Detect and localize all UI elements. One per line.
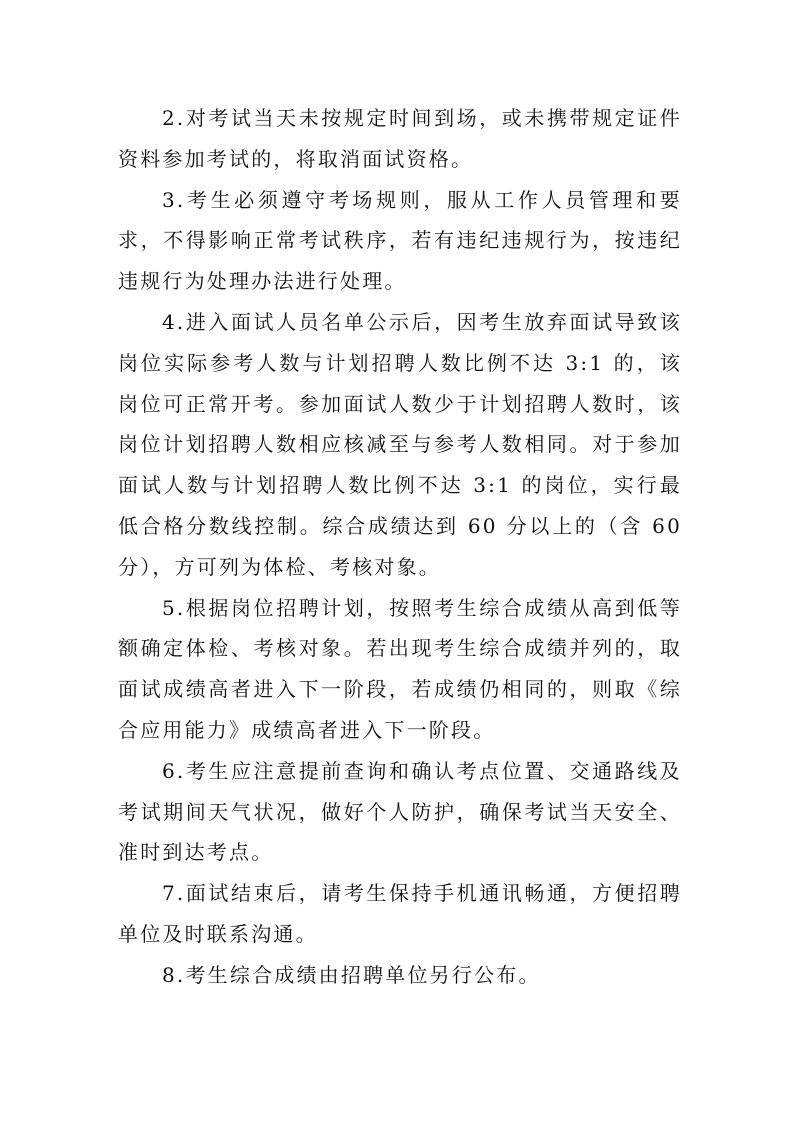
paragraph-item-2: 2.对考试当天未按规定时间到场，或未携带规定证件资料参加考试的，将取消面试资格。 xyxy=(118,106,682,171)
paragraph-item-6: 6.考生应注意提前查询和确认考点位置、交通路线及考试期间天气状况，做好个人防护，确保考试当天安全、准时到达考点。 xyxy=(118,758,682,865)
paragraph-item-8: 8.考生综合成绩由招聘单位另行公布。 xyxy=(162,962,541,987)
paragraph-item-3: 3.考生必须遵守考场规则，服从工作人员管理和要求，不得影响正常考试秩序，若有违纪违规行为，按违纪违规行为处理办法进行处理。 xyxy=(118,187,682,294)
paragraph-item-5: 5.根据岗位招聘计划，按照考生综合成绩从高到低等额确定体检、考核对象。若出现考生综合成绩并列的，取面试成绩高者进入下一阶段，若成绩仍相同的，则取《综合应用能力》成绩高者进入下一阶段。 xyxy=(118,595,682,742)
paragraph-item-7: 7.面试结束后，请考生保持手机通讯畅通，方便招聘单位及时联系沟通。 xyxy=(118,881,682,946)
paragraph-item-4: 4.进入面试人员名单公示后，因考生放弃面试导致该岗位实际参考人数与计划招聘人数比例不达 3:1 的，该岗位可正常开考。参加面试人数少于计划招聘人数时，该岗位计划招聘人数相应核减至与参考人数相同。对于参加面试人数与计划招聘人数比例不达 3:1 的岗位，实行最低合格分数线控制。综合成绩达到 60 分以上的（含 60 分），方可列为体检、考核对象。 xyxy=(118,309,682,579)
document-body xyxy=(118,98,682,996)
